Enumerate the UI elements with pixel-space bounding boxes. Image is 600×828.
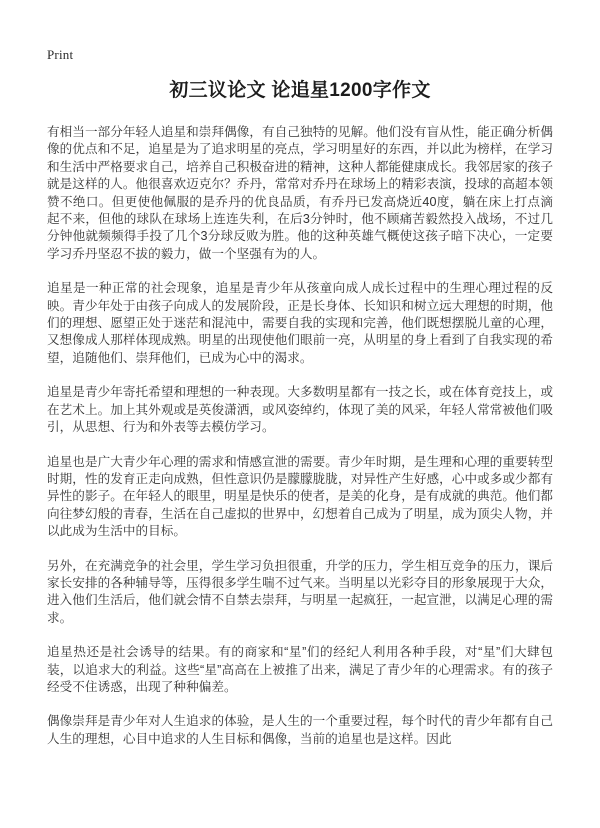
page-title: 初三议论文 论追星1200字作文 [169,80,431,101]
article-paragraph: 另外，在充满竞争的社会里，学生学习负担很重，升学的压力，学生相互竞争的压力，课后家长安排的各种辅导等，压得很多学生喘不过气来。当明星以光彩夺目的形象展现于大众，进入他们生活后，他们就会情不自禁去崇拜，与明星一起疯狂，一起宣泄，以满足心理的需求。 [47,558,553,625]
document-body [47,78,553,748]
article-paragraph: 追星热还是社会诱导的结果。有的商家和“星”们的经纪人利用各种手段，对“星”们大肆包装，以追求大的利益。这些“星”高高在上被推了出来，满足了青少年的心理需求。有的孩子经受不住诱惑，出现了种种偏差。 [47,645,553,694]
article-content [47,124,553,748]
article-paragraph: 追星是一种正常的社会现象，追星是青少年从孩童向成人成长过程中的生理心理过程的反映。青少年处于由孩子向成人的发展阶段，正是长身体、长知识和树立远大理想的时期，他们的理想、愿望正处于迷茫和混沌中，需要自我的实现和完善，他们既想摆脱儿童的心理，又想像成人那样体现成熟。明星的出现使他们眼前一亮，从明星的身上看到了自我实现的希望，追随他们、崇拜他们，已成为心中的渴求。 [47,281,553,365]
article-paragraph: 偶像崇拜是青少年对人生追求的体验，是人生的一个重要过程，每个时代的青少年都有自己人生的理想，心目中追求的人生目标和偶像，当前的追星也是这样。因此 [47,714,553,746]
article-paragraph: 追星是青少年寄托希望和理想的一种表现。大多数明星都有一技之长，或在体育竞技上，或在艺术上。加上其外观或是英俊潇洒，或风姿绰约，体现了美的风采，年轻人常常被他们吸引，从思想、行为和外表等去模仿学习。 [47,385,553,435]
article-paragraph: 追星也是广大青少年心理的需求和情感宣泄的需要。青少年时期，是生理和心理的重要转型时期，性的发育正走向成熟，但性意识仍是朦朦胧胧，对异性产生好感，心中或多或少都有异性的影子。在年轻人的眼里，明星是快乐的使者，是美的化身，是有成就的典范。他们都向往梦幻般的青春，生活在自己虚拟的世界中，幻想着自己成为了明星，成为顶尖人物，并以此成为生活中的目标。 [47,454,553,539]
print-button[interactable]: Print [47,47,74,62]
article-paragraph: 有相当一部分年轻人追星和崇拜偶像，有自己独特的见解。他们没有盲从性，能正确分析偶像的优点和不足，追星是为了追求明星的亮点，学习明星好的东西，并以此为榜样，在学习和生活中严格要求自己，培养自己积极奋进的精神，这种人都能健康成长。我邻居家的孩子就是这样的人。他很喜欢迈克尔？乔丹，常常对乔丹在球场上的精彩表演，投球的高超本领赞不绝口。但更使他佩服的是乔丹的优良品质，有乔丹已发高烧近40度，躺在床上打点滴起不来，但他的球队在球场上连连失利，在后3分钟时，他不顾痛苦毅然投入战场，不过几分钟他就频频得手投了几个3分球反败为胜。他的这种英雄气概使这孩子暗下决心，一定要学习乔丹坚忍不拔的毅力，做一个坚强有为的人。 [47,125,553,261]
